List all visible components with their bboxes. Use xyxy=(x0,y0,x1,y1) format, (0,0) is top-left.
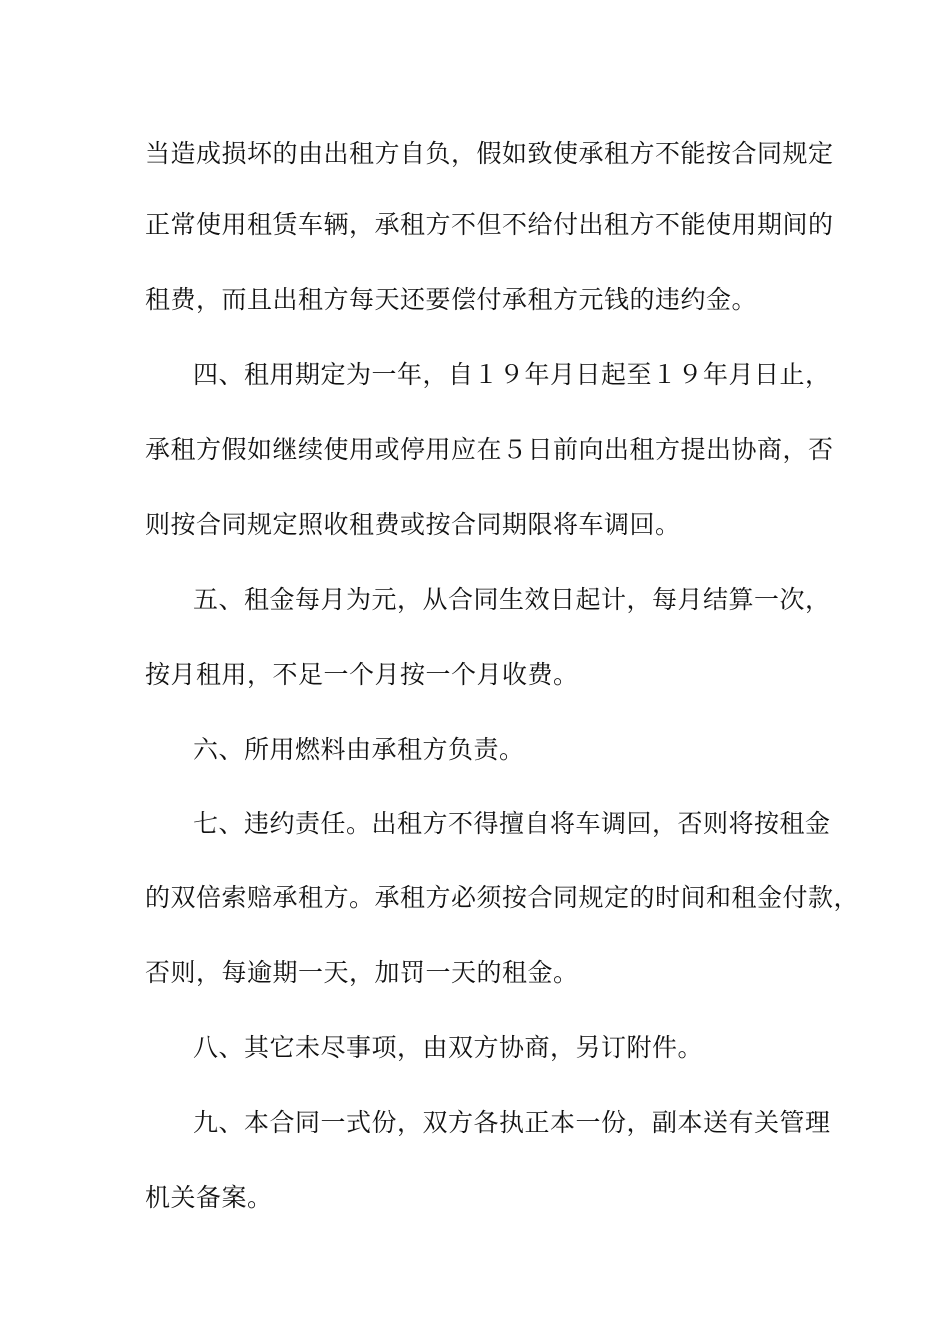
text-line: 按月租用，不足一个月按一个月收费。 xyxy=(145,660,579,689)
text-line: 机关备案。 xyxy=(145,1183,273,1212)
clause-9-start: 九、本合同一式份，双方各执正本一份，副本送有关管理 xyxy=(193,1108,831,1137)
text-line: 的双倍索赔承租方。承租方必须按合同规定的时间和租金付款， xyxy=(145,883,860,912)
clause-8: 八、其它未尽事项，由双方协商，另订附件。 xyxy=(193,1033,704,1062)
text-line: 则按合同规定照收租费或按合同期限将车调回。 xyxy=(145,510,681,539)
clause-4-start: 四、租用期定为一年，自１９年月日起至１９年月日止， xyxy=(193,360,831,389)
text-line: 正常使用租赁车辆，承租方不但不给付出租方不能使用期间的 xyxy=(145,210,834,239)
text-line: 否则，每逾期一天，加罚一天的租金。 xyxy=(145,958,579,987)
clause-7-start: 七、违约责任。出租方不得擅自将车调回，否则将按租金 xyxy=(193,809,831,838)
clause-6: 六、所用燃料由承租方负责。 xyxy=(193,735,525,764)
text-line: 当造成损坏的由出租方自负，假如致使承租方不能按合同规定 xyxy=(145,139,834,168)
text-line: 租费，而且出租方每天还要偿付承租方元钱的违约金。 xyxy=(145,285,758,314)
clause-5-start: 五、租金每月为元，从合同生效日起计，每月结算一次， xyxy=(193,585,831,614)
text-line: 承租方假如继续使用或停用应在５日前向出租方提出协商，否 xyxy=(145,435,834,464)
